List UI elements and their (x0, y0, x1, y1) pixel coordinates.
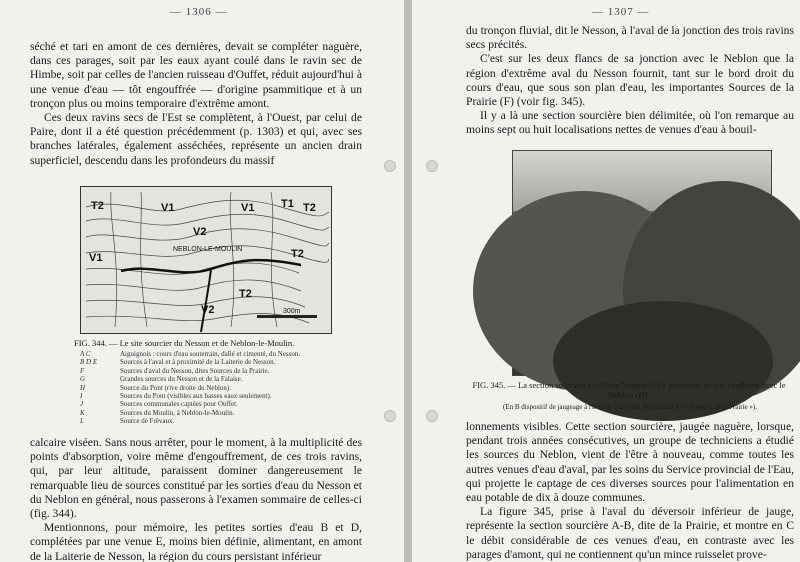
map-label: V1 (89, 252, 103, 264)
legend-row: B D E Sources à l'aval et à proximité de la Laiterie de Nesson. (80, 358, 276, 367)
paragraph: séché et tari en amont de ces dernières, devait se compléter naguère, dans ces parages, soit par les eaux ayant coulé dans le ravin sec de Himbe, soit par celles de l'ancien ruisseau d'Ouffet, réduit aujourd'hui à une venue d'eau — tôt engouffrée — d'origine psammitique et à un tronçon plus ou moins temporaire d'extrême amont. (30, 40, 362, 110)
map-label: V1 (241, 202, 255, 214)
paragraph: Ces deux ravins secs de l'Est se complètent, à l'Ouest, par celui de Paire, dont il a été question précédemment (p. 1303) et qui, avec ses branches latérales, également asséchées, représente un ancien drain superficiel, descendu dans les profondeurs du massif (30, 111, 362, 167)
figure-345-photo (512, 150, 772, 376)
binder-hole (426, 410, 438, 422)
map-label: NEBLON-LE-MOULIN (173, 246, 243, 253)
paragraph: Il y a là une section sourcière bien délimitée, où l'on remarque au moins sept ou huit localisations nettes de venues d'eau à bouil- (466, 109, 794, 137)
map-label: T1 (281, 198, 294, 210)
text-block-bottom (30, 436, 362, 562)
paragraph: lonnements visibles. Cette section sourcière, jaugée naguère, lorsque, pendant trois années consécutives, un groupe de techniciens a étudié les sources du Neblon, vient de l'être à nouveau, comme toutes les autres venues d'eau d'aval, par les soins du Service provincial de l'Eau, qui projette le captage de ces diverses sources pour l'alimentation en eau potable de dix à douze communes. (466, 420, 794, 505)
legend-row: I Sources du Pont (visibles aux basses eaux seulement). (80, 392, 272, 401)
map-label: T2 (291, 248, 304, 260)
figure-legend (80, 350, 300, 426)
legend-row: A C Aiguignois : cours d'eau souterrain, dallé et cimenté, du Nesson. (80, 350, 301, 358)
page-number: — 1306 — (170, 6, 228, 18)
paragraph: du tronçon fluvial, dit le Nesson, à l'aval de la jonction des trois ravins secs précités. (466, 24, 794, 52)
legend-row: H Source du Pont (rive droite du Neblon). (80, 383, 232, 392)
map-scale-label: 300m (283, 308, 301, 315)
legend-row: G Grandes sources du Nesson et de la Falaise. (80, 375, 243, 384)
map-label: T2 (239, 288, 252, 300)
binder-hole (384, 160, 396, 172)
figure-caption: FIG. 344. — Le site sourcier du Nesson et de Neblon-le-Moulin. (74, 338, 295, 348)
text-block-top (30, 40, 362, 168)
paragraph: Mentionnons, pour mémoire, les petites sorties d'eau B et D, complétées par une venue E, moins bien définie, alimentant, en amont de la Laiterie de Nesson, la région du cours persistant inférieur (30, 521, 362, 562)
legend-row: F Sources d'aval du Nesson, dites Sources de la Prairie. (80, 366, 270, 375)
legend-row: J Sources communales captées pour Ouffet. (80, 400, 238, 409)
map-label: V2 (201, 304, 215, 316)
legend-row: K Sources du Moulin, à Neblon-le-Moulin. (80, 408, 235, 417)
map-label: T2 (303, 202, 316, 214)
book-gutter (404, 0, 412, 562)
text-block-bottom (466, 420, 794, 562)
binder-hole (426, 160, 438, 172)
legend-row: L Source de Frèvaux. (80, 417, 175, 426)
figure-344-map (80, 186, 332, 334)
text-block-top (466, 24, 794, 138)
figure-subcaption: (En B dispositif de jaugeage à l'aval de la section fournissant les « Sources de la Prairie »). (503, 403, 757, 411)
map-label: V1 (161, 202, 175, 214)
binder-hole (384, 410, 396, 422)
topographic-map (81, 187, 331, 333)
map-label: V2 (193, 226, 207, 238)
paragraph: C'est sur les deux flancs de sa jonction avec le Neblon que la région d'extrême aval du Nesson fournit, tant sur le bord droit du cours d'eau, que sous son plan d'eau, les importantes Sources de la Prairie (F) (voir fig. 345). (466, 52, 794, 109)
paragraph: La figure 345, prise à l'aval du déversoir inférieur de jauge, représente la section sourcière A-B, dite de la Prairie, et montre en C le débit considérable de ces venues d'eau, en contraste avec les parages d'amont, qui ne contiennent qu'un mince ruisselet prove- (466, 505, 794, 561)
figure-caption: FIG. 345. — La section sourcière (A-B) du Nesson (C) à proximité de son confluent avec le Neblon (D). (472, 380, 786, 400)
page-number: — 1307 — (592, 6, 650, 18)
paragraph: calcaire viséen. Sans nous arrêter, pour le moment, à la multiplicité des points d'absorption, voire même d'engouffrement, de ces trois ravins, qui, par leur altitude, paraissent dominer dangereusement le remarquable lieu de sources constitué par les sorties d'eau du Nesson et du Neblon en général, nous passerons à l'examen sommaire de celles-ci (fig. 344). (30, 436, 362, 521)
map-label: T2 (91, 200, 104, 212)
